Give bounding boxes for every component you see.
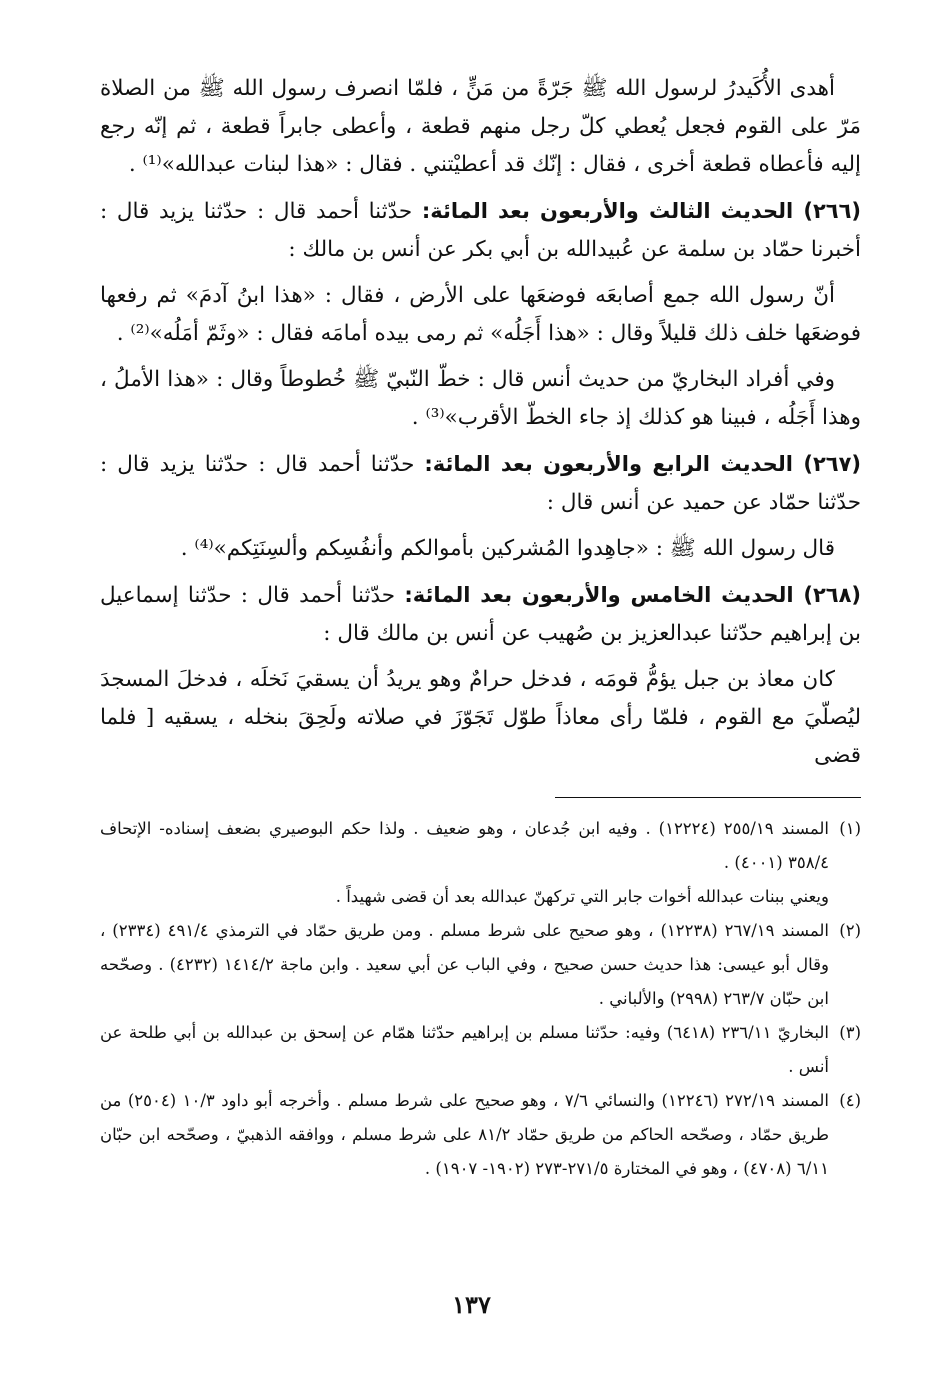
footnote-3 — [100, 1016, 861, 1084]
footnote-2-number: (٢) — [839, 921, 861, 940]
hadith-267 — [100, 445, 861, 522]
hadith-268-text: كان معاذ بن جبل يؤمُّ قومَه ، فدخل حرامٌ وهو يريدُ أن يسقيَ نَخلَه ، فدخلَ المسجدَ ليُصلّيَ مع القوم ، فلمّا رأى معاذاً طوّل تَجَوّزَ في صلاته ولَحِقَ بنخله ، يسقيه [ فلما قضى — [100, 667, 861, 768]
hadith-267-text: قال رسول الله ﷺ : «جاهِدوا المُشركين بأموالكم وأنفُسِكم وألسِنَتِكم»⁽⁴⁾ . — [180, 536, 835, 561]
hadith-266-text: أنّ رسول الله جمع أصابعَه فوضعَها على الأرض ، فقال : «هذا ابنُ آدمَ» ثم رفعها فوضعَها خلف ذلك قليلاً وقال : «هذا أَجَلُه» ثم رمى بيده أمامَه فقال : «وثَمّ أمَلُه»⁽²⁾ . — [100, 283, 861, 346]
footnote-separator — [555, 797, 861, 798]
hadith-268-isnad: حدّثنا أحمد قال : حدّثنا إسماعيل بن إبراهيم حدّثنا عبدالعزيز بن صُهيب عن أنس بن مالك قال : — [100, 583, 861, 646]
footnote-2-text: المسند ٢٦٧/١٩ (١٢٢٣٨) ، وهو صحيح على شرط مسلم . ومن طريق حمّاد في الترمذي ٤٩١/٤ (٢٣٣٤) ، وقال أبو عيسى: هذا حديث حسن صحيح ، وفي الباب عن أبي سعيد . وابن ماجة ١٤١٤/٢ (٤٢٣٢) . وصحّحه ابن حبّان ٢٦٣/٧ (٢٩٩٨) والألباني . — [100, 921, 830, 1008]
paragraph-intro: أهدى الأُكَيدرُ لرسول الله ﷺ جَرّةً من مَنٍّ ، فلمّا انصرف رسول الله ﷺ من الصلاة مَرّ على القوم فجعل يُعطي كلّ رجل منهم قطعة ، وأعطى جابراً قطعة ، ثم إنّه رجع إليه فأعطاه قطعة أخرى ، فقال : إنّك قد أعطيْتني . فقال : «هذا لبنات عبدالله»⁽¹⁾ . — [100, 76, 861, 177]
footnote-2 — [100, 914, 861, 1016]
hadith-267-heading: (٢٦٧) الحديث الرابع والأربعون بعد المائة: — [424, 452, 862, 476]
footnote-1-note-text: ويعني ببنات عبدالله أخوات جابر التي تركهنّ عبدالله بعد أن قضى شهيداً . — [335, 887, 829, 906]
footnotes — [100, 812, 861, 1186]
footnote-4-number: (٤) — [839, 1091, 861, 1110]
footnote-3-number: (٣) — [839, 1023, 861, 1042]
hadith-268 — [100, 576, 861, 653]
footnote-1-note — [100, 880, 861, 914]
footnote-3-text: البخاريّ ٢٣٦/١١ (٦٤١٨) وفيه: حدّثنا مسلم بن إبراهيم حدّثنا همّام عن إسحق بن عبدالله بن أبي طلحة عن أنس . — [100, 1023, 829, 1076]
footnote-1-text: المسند ٢٥٥/١٩ (١٢٢٢٤) . وفيه ابن جُدعان ، وهو ضعيف . ولذا حكم البوصيري بضعف إسناده- الإتحاف ٣٥٨/٤ (٤٠٠١) . — [100, 819, 829, 872]
hadith-266-isnad: حدّثنا أحمد قال : حدّثنا يزيد قال : أخبرنا حمّاد بن سلمة عن عُبيدالله بن أبي بكر عن أنس بن مالك : — [100, 199, 861, 262]
hadith-266-heading: (٢٦٦) الحديث الثالث والأربعون بعد المائة: — [421, 199, 861, 223]
footnote-1 — [100, 812, 861, 880]
footnote-1-number: (١) — [839, 819, 861, 838]
footnote-4 — [100, 1084, 861, 1186]
main-text — [100, 70, 861, 775]
hadith-268-heading: (٢٦٨) الحديث الخامس والأربعون بعد المائة: — [404, 583, 861, 607]
page-number: ١٣٧ — [452, 1290, 491, 1319]
hadith-266-bukhari: وفي أفراد البخاريّ من حديث أنس قال : خطّ النّبيّ ﷺ خُطوطاً وقال : «هذا الأملُ ، وهذا أَجَلُه ، فبينا هو كذلك إذ جاء الخطّ الأقرب»⁽³⁾ . — [100, 367, 861, 430]
hadith-266 — [100, 192, 861, 269]
footnote-4-text: المسند ٢٧٢/١٩ (١٢٢٤٦) والنسائي ٧/٦ ، وهو صحيح على شرط مسلم . وأخرجه أبو داود ١٠/٣ (٢٥٠٤) من طريق حمّاد ، وصحّحه الحاكم من طريق حمّاد ٨١/٢ على شرط مسلم ، ووافقه الذهبيّ ، وصحّحه ابن حبّان ٦/١١ (٤٧٠٨) ، وهو في المختارة ٢٧١/٥-٢٧٣ (١٩٠٢- ١٩٠٧) . — [100, 1091, 830, 1178]
hadith-267-isnad: حدّثنا أحمد قال : حدّثنا يزيد قال : حدّثنا حمّاد عن حميد عن أنس قال : — [100, 452, 861, 515]
